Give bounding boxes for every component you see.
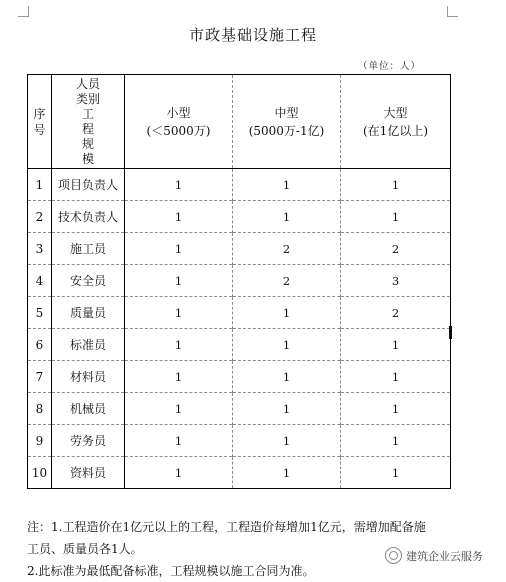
medium-value-cell: 1 bbox=[233, 169, 341, 201]
role-cell: 材料员 bbox=[52, 361, 125, 393]
role-cell: 项目负责人 bbox=[52, 169, 125, 201]
wechat-channel-icon bbox=[385, 547, 402, 564]
role-cell: 劳务员 bbox=[52, 425, 125, 457]
category-header-char: 工 bbox=[81, 106, 94, 121]
large-value-cell: 1 bbox=[341, 329, 451, 361]
seq-cell: 8 bbox=[28, 393, 52, 425]
unit-note: （单位：人） bbox=[358, 61, 422, 72]
page-corner-mark-right bbox=[447, 6, 458, 17]
small-value-cell: 1 bbox=[125, 329, 233, 361]
seq-header-char: 号 bbox=[33, 122, 46, 137]
category-header-char: 程 bbox=[81, 121, 94, 136]
medium-value-cell: 1 bbox=[233, 361, 341, 393]
table-row bbox=[28, 265, 451, 297]
medium-value-cell: 1 bbox=[233, 297, 341, 329]
large-value-cell: 1 bbox=[341, 201, 451, 233]
medium-value-cell: 2 bbox=[233, 265, 341, 297]
role-cell: 资料员 bbox=[52, 457, 125, 489]
small-value-cell: 1 bbox=[125, 361, 233, 393]
note-line-1: 注：1.工程造价在1亿元以上的工程，工程造价每增加1亿元，需增加配备施 bbox=[27, 520, 426, 534]
medium-value-cell: 2 bbox=[233, 233, 341, 265]
medium-column-name: 中型 bbox=[274, 105, 299, 120]
table-row bbox=[28, 169, 451, 201]
role-cell: 安全员 bbox=[52, 265, 125, 297]
seq-cell: 4 bbox=[28, 265, 52, 297]
large-value-cell: 1 bbox=[341, 393, 451, 425]
watermark bbox=[385, 547, 483, 564]
large-column-range: (在1亿以上) bbox=[363, 123, 428, 138]
large-value-cell: 3 bbox=[341, 265, 451, 297]
table-row bbox=[28, 329, 451, 361]
role-cell: 机械员 bbox=[52, 393, 125, 425]
table-row bbox=[28, 233, 451, 265]
table-row bbox=[28, 393, 451, 425]
small-value-cell: 1 bbox=[125, 425, 233, 457]
table-header-row bbox=[28, 75, 451, 169]
large-value-cell: 1 bbox=[341, 361, 451, 393]
category-header-char: 类别 bbox=[75, 91, 100, 106]
table-row bbox=[28, 297, 451, 329]
large-column-header bbox=[341, 75, 451, 169]
medium-value-cell: 1 bbox=[233, 201, 341, 233]
small-value-cell: 1 bbox=[125, 297, 233, 329]
seq-cell: 6 bbox=[28, 329, 52, 361]
role-cell: 施工员 bbox=[52, 233, 125, 265]
category-header-char: 规 bbox=[81, 136, 94, 151]
category-header-char: 人员 bbox=[75, 76, 100, 91]
note-line-2: 工员、质量员各1人。 bbox=[27, 542, 143, 556]
watermark-text: 建筑企业云服务 bbox=[406, 549, 483, 563]
role-cell: 质量员 bbox=[52, 297, 125, 329]
small-value-cell: 1 bbox=[125, 265, 233, 297]
medium-value-cell: 1 bbox=[233, 393, 341, 425]
medium-column-header bbox=[233, 75, 341, 169]
text-cursor-marker bbox=[449, 326, 452, 339]
small-value-cell: 1 bbox=[125, 233, 233, 265]
staffing-table bbox=[27, 74, 451, 489]
category-header bbox=[52, 75, 125, 169]
note-line-3: 2.此标准为最低配备标准，工程规模以施工合同为准。 bbox=[27, 564, 315, 578]
page-corner-mark-left bbox=[18, 6, 29, 17]
seq-header-char: 序 bbox=[33, 106, 46, 121]
small-column-header bbox=[125, 75, 233, 169]
small-value-cell: 1 bbox=[125, 393, 233, 425]
medium-column-range: (5000万-1亿) bbox=[248, 123, 325, 138]
small-value-cell: 1 bbox=[125, 169, 233, 201]
table-row bbox=[28, 457, 451, 489]
role-cell: 技术负责人 bbox=[52, 201, 125, 233]
seq-cell: 2 bbox=[28, 201, 52, 233]
large-value-cell: 2 bbox=[341, 233, 451, 265]
medium-value-cell: 1 bbox=[233, 425, 341, 457]
large-value-cell: 2 bbox=[341, 297, 451, 329]
document-title: 市政基础设施工程 bbox=[188, 26, 317, 44]
small-column-range: (＜5000万) bbox=[146, 123, 211, 138]
seq-cell: 7 bbox=[28, 361, 52, 393]
small-value-cell: 1 bbox=[125, 457, 233, 489]
table-row bbox=[28, 425, 451, 457]
seq-cell: 9 bbox=[28, 425, 52, 457]
seq-header bbox=[28, 75, 52, 169]
seq-cell: 5 bbox=[28, 297, 52, 329]
medium-value-cell: 1 bbox=[233, 457, 341, 489]
large-value-cell: 1 bbox=[341, 169, 451, 201]
table-row bbox=[28, 201, 451, 233]
small-column-name: 小型 bbox=[166, 105, 191, 120]
large-value-cell: 1 bbox=[341, 425, 451, 457]
seq-cell: 3 bbox=[28, 233, 52, 265]
large-column-name: 大型 bbox=[383, 105, 408, 120]
seq-cell: 1 bbox=[28, 169, 52, 201]
table-row bbox=[28, 361, 451, 393]
role-cell: 标准员 bbox=[52, 329, 125, 361]
small-value-cell: 1 bbox=[125, 201, 233, 233]
large-value-cell: 1 bbox=[341, 457, 451, 489]
medium-value-cell: 1 bbox=[233, 329, 341, 361]
category-header-char: 模 bbox=[81, 151, 94, 166]
seq-cell: 10 bbox=[28, 457, 52, 489]
